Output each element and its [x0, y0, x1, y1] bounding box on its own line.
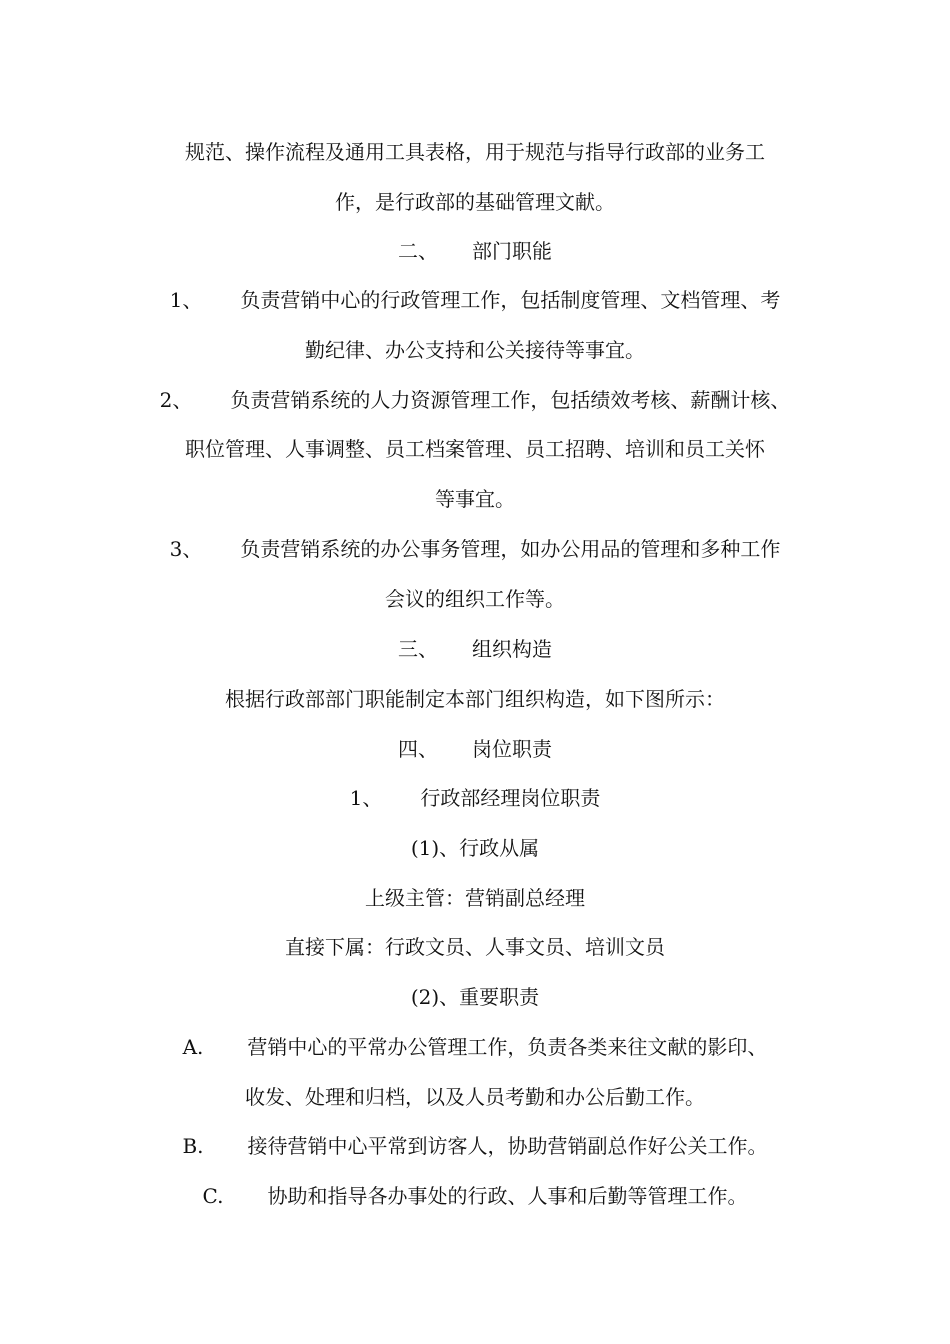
- section-heading-duties: [0, 734, 950, 764]
- function-text: 会议的组织工作等。: [385, 587, 565, 611]
- duty-item-c: [0, 1181, 950, 1211]
- function-text: 等事宜。: [435, 487, 515, 511]
- function-item-3-line-2: [0, 584, 950, 614]
- superior-line: [0, 883, 950, 913]
- function-item-2-line-2: [0, 434, 950, 464]
- function-text: 勤纪律、办公支持和公关接待等事宜。: [305, 338, 645, 362]
- section-heading-structure: [0, 634, 950, 664]
- function-text: 负责营销系统的办公事务管理，如办公用品的管理和多种工作: [240, 537, 781, 561]
- intro-text-2: 作，是行政部的基础管理文献。: [335, 190, 615, 214]
- structure-text: 根据行政部部门职能制定本部门组织构造，如下图所示：: [225, 687, 725, 711]
- function-text: 负责营销系统的人力资源管理工作，包括绩效考核、薪酬计核、: [230, 388, 791, 412]
- section-number: 二、: [398, 239, 438, 263]
- function-item-3-line-1: [0, 534, 950, 564]
- subheading-text: (1)、行政从属: [410, 836, 540, 860]
- section-heading-functions: [0, 236, 950, 266]
- function-number: 1、: [169, 288, 203, 312]
- duty-text: 收发、处理和归档，以及人员考勤和办公后勤工作。: [245, 1085, 705, 1109]
- function-item-1-line-1: [0, 285, 950, 315]
- duty-letter: B.: [182, 1134, 204, 1158]
- section-title: 组织构造: [472, 637, 552, 661]
- duty-item-a-line-1: [0, 1032, 950, 1062]
- intro-line-1: [0, 137, 950, 167]
- post-heading: [0, 783, 950, 813]
- section-number: 四、: [398, 737, 438, 761]
- duty-letter: A.: [182, 1035, 204, 1059]
- duty-letter: C.: [202, 1184, 224, 1208]
- structure-text-line: [0, 684, 950, 714]
- function-text: 职位管理、人事调整、员工档案管理、员工招聘、培训和员工关怀: [185, 437, 765, 461]
- function-number: 2、: [159, 388, 193, 412]
- superior-text: 上级主管：营销副总经理: [365, 886, 585, 910]
- function-item-1-line-2: [0, 335, 950, 365]
- function-item-2-line-3: [0, 484, 950, 514]
- function-number: 3、: [169, 537, 203, 561]
- post-number: 1、: [349, 786, 383, 810]
- duty-text: 协助和指导各办事处的行政、人事和后勤等管理工作。: [267, 1184, 748, 1208]
- intro-text-1: 规范、操作流程及通用工具表格，用于规范与指导行政部的业务工: [185, 140, 765, 164]
- duty-item-b: [0, 1131, 950, 1161]
- section-title: 岗位职责: [472, 737, 552, 761]
- subheading-text: (2)、重要职责: [410, 985, 540, 1009]
- intro-line-2: [0, 187, 950, 217]
- duty-item-a-line-2: [0, 1082, 950, 1112]
- subordinates-line: [0, 932, 950, 962]
- section-title: 部门职能: [472, 239, 552, 263]
- post-title: 行政部经理岗位职责: [420, 786, 601, 810]
- subheading-reporting: [0, 833, 950, 863]
- subheading-main-duties: [0, 982, 950, 1012]
- duty-text: 营销中心的平常办公管理工作，负责各类来往文献的影印、: [247, 1035, 768, 1059]
- duty-text: 接待营销中心平常到访客人，协助营销副总作好公关工作。: [247, 1134, 768, 1158]
- function-text: 负责营销中心的行政管理工作，包括制度管理、文档管理、考: [240, 288, 781, 312]
- function-item-2-line-1: [0, 385, 950, 415]
- subordinates-text: 直接下属：行政文员、人事文员、培训文员: [285, 935, 665, 959]
- section-number: 三、: [398, 637, 438, 661]
